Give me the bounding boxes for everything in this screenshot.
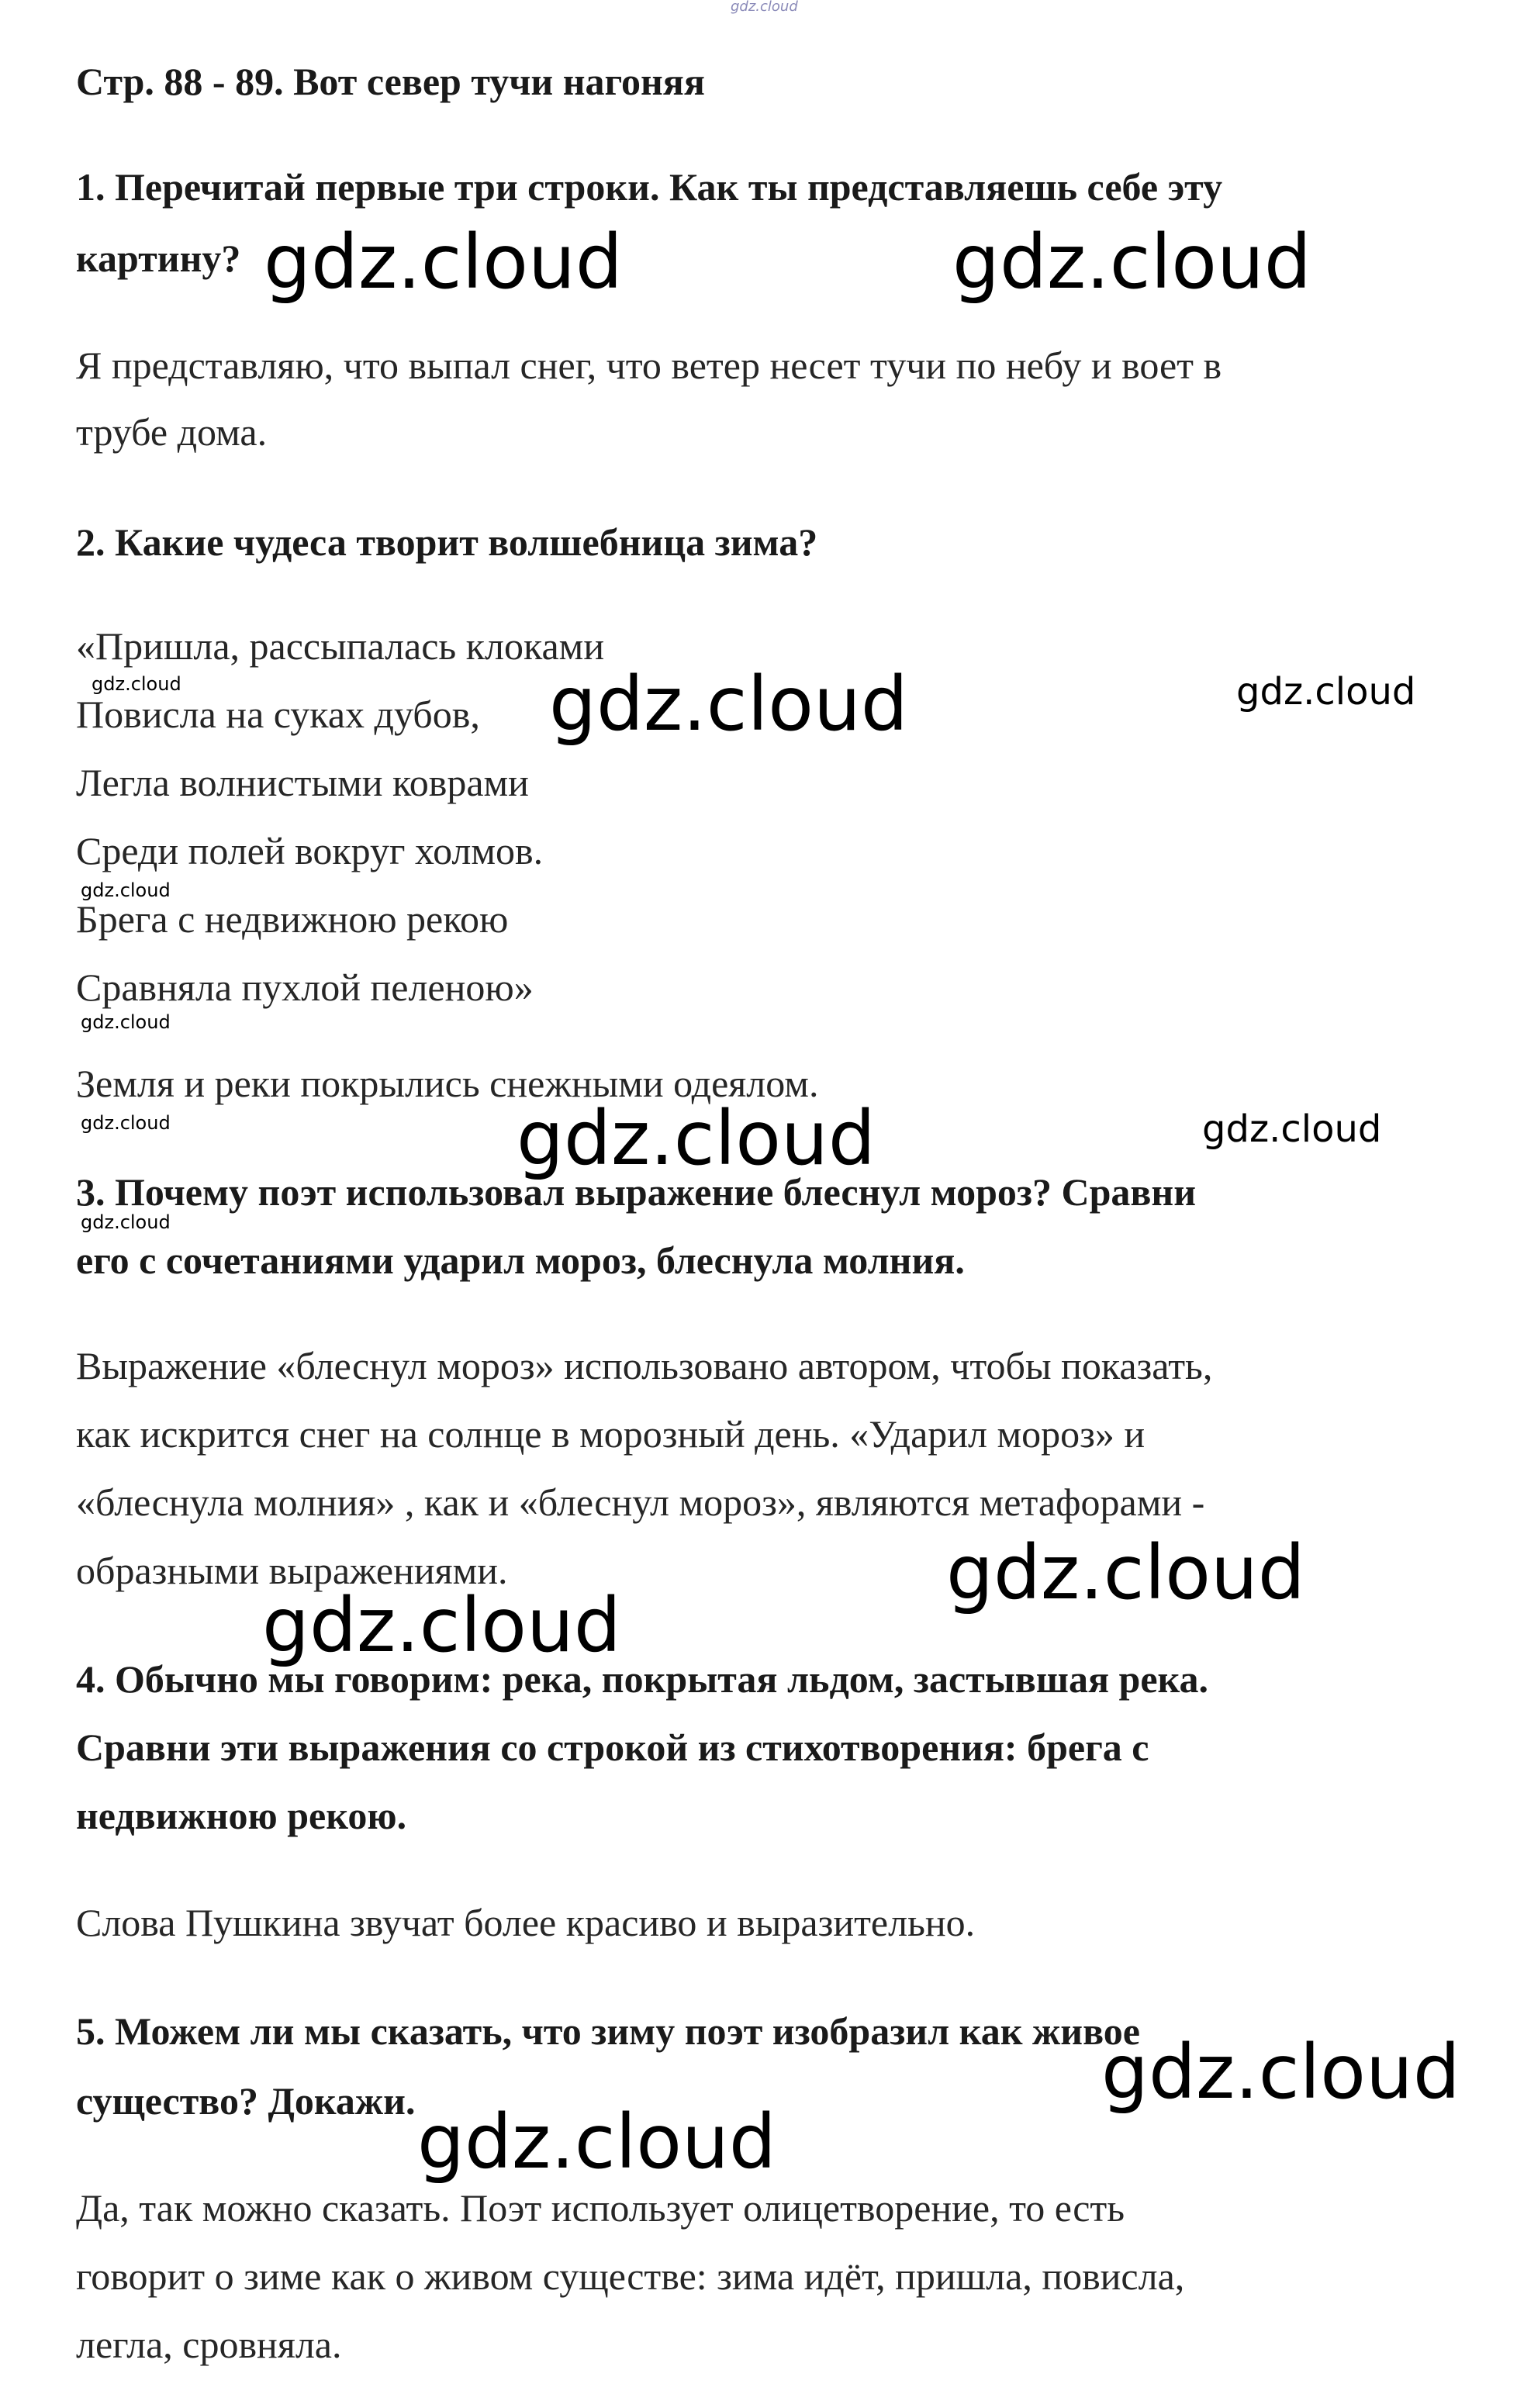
watermark: gdz.cloud <box>1236 670 1416 713</box>
watermark: gdz.cloud <box>262 1582 621 1669</box>
watermark: gdz.cloud <box>81 879 171 901</box>
watermark: gdz.cloud <box>1101 2029 1460 2116</box>
top-watermark: gdz.cloud <box>731 0 798 15</box>
watermark: gdz.cloud <box>92 673 181 695</box>
answer-1-line-2: трубе дома. <box>76 410 268 454</box>
answer-3-line-3: «блеснула молния» , как и «блеснул мороз», являются метафорами - <box>76 1480 1205 1524</box>
watermark: gdz.cloud <box>549 661 908 748</box>
question-3-line-1: 3. Почему поэт использовал выражение блеснул мороз? Сравни <box>76 1170 1197 1214</box>
poem-line-5: Брега с недвижною рекою <box>76 897 509 941</box>
watermark: gdz.cloud <box>517 1095 876 1182</box>
answer-3-line-4: образными выражениями. <box>76 1549 508 1592</box>
answer-5-line-3: легла, сровняла. <box>76 2323 342 2366</box>
watermark: gdz.cloud <box>81 1112 171 1134</box>
poem-line-6: Сравняла пухлой пеленою» <box>76 966 534 1009</box>
answer-5-line-2: говорит о зиме как о живом существе: зима идёт, пришла, повисла, <box>76 2254 1185 2298</box>
question-1-line-1: 1. Перечитай первые три строки. Как ты представляешь себе эту <box>76 165 1223 209</box>
question-5-line-2: существо? Докажи. <box>76 2079 416 2123</box>
watermark: gdz.cloud <box>946 1529 1305 1616</box>
question-1-line-2: картину? <box>76 237 241 280</box>
question-5-line-1: 5. Можем ли мы сказать, что зиму поэт изобразил как живое <box>76 2009 1140 2053</box>
answer-4: Слова Пушкина звучат более красиво и выразительно. <box>76 1901 976 1944</box>
poem-line-4: Среди полей вокруг холмов. <box>76 829 544 872</box>
watermark: gdz.cloud <box>264 219 623 306</box>
watermark: gdz.cloud <box>417 2099 776 2185</box>
question-3-line-2: его с сочетаниями ударил мороз, блеснула молния. <box>76 1239 965 1282</box>
poem-line-2: Повисла на суках дубов, <box>76 693 480 736</box>
watermark: gdz.cloud <box>81 1211 171 1233</box>
watermark: gdz.cloud <box>1202 1107 1382 1151</box>
poem-line-3: Легла волнистыми коврами <box>76 761 529 804</box>
question-2: 2. Какие чудеса творит волшебница зима? <box>76 520 818 564</box>
question-4-line-2: Сравни эти выражения со строкой из стихотворения: брега с <box>76 1726 1149 1769</box>
answer-3-line-2: как искрится снег на солнце в морозный день. «Ударил мороз» и <box>76 1412 1146 1456</box>
question-4-line-3: недвижною рекою. <box>76 1794 407 1837</box>
question-4-line-1: 4. Обычно мы говорим: река, покрытая льдом, застывшая река. <box>76 1657 1209 1701</box>
answer-2: Земля и реки покрылись снежными одеялом. <box>76 1062 819 1105</box>
page-title: Стр. 88 - 89. Вот север тучи нагоняя <box>76 60 705 103</box>
watermark: gdz.cloud <box>952 219 1311 306</box>
answer-3-line-1: Выражение «блеснул мороз» использовано автором, чтобы показать, <box>76 1344 1213 1387</box>
poem-line-1: «Пришла, рассыпалась клоками <box>76 624 605 668</box>
answer-5-line-1: Да, так можно сказать. Поэт использует олицетворение, то есть <box>76 2186 1125 2230</box>
answer-1-line-1: Я представляю, что выпал снег, что ветер несет тучи по небу и воет в <box>76 344 1222 387</box>
watermark: gdz.cloud <box>81 1011 171 1033</box>
